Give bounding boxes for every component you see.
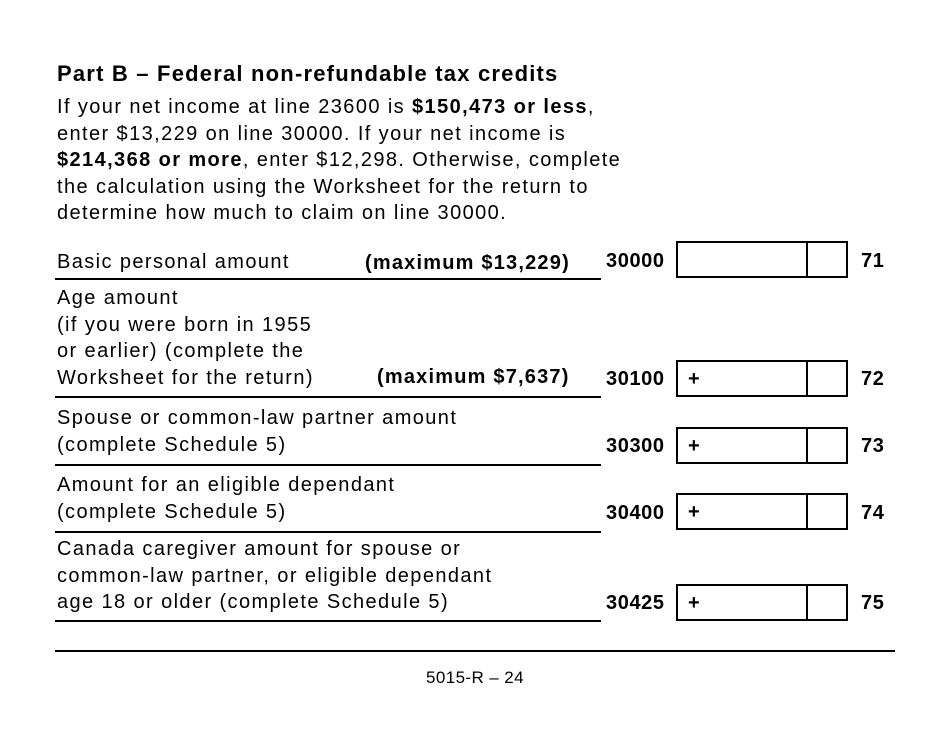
amount-field[interactable] bbox=[676, 493, 848, 530]
line-code: 30425 bbox=[606, 592, 665, 614]
row-underline bbox=[55, 396, 601, 398]
intro-line-1: If your net income at line 23600 is $150,473 or less, bbox=[57, 96, 595, 118]
line-code: 30000 bbox=[606, 250, 665, 272]
cents-divider bbox=[806, 429, 808, 462]
footer-divider bbox=[55, 650, 895, 652]
amount-field[interactable] bbox=[676, 241, 848, 278]
intro-line-5: determine how much to claim on line 30000. bbox=[57, 202, 508, 224]
line-number: 75 bbox=[861, 592, 885, 614]
maximum-note: (maximum $13,229) bbox=[365, 252, 570, 274]
section-title: Part B – Federal non-refundable tax credits bbox=[57, 61, 559, 86]
cents-divider bbox=[806, 495, 808, 528]
amount-field[interactable] bbox=[676, 360, 848, 397]
row-label: Amount for an eligible dependant (complete Schedule 5) bbox=[57, 474, 396, 523]
row-label: Basic personal amount bbox=[57, 251, 290, 273]
page-number: 5015-R – 24 bbox=[426, 668, 524, 687]
income-threshold-low: $150,473 or less bbox=[412, 96, 588, 118]
operator: + bbox=[688, 368, 700, 390]
maximum-note: (maximum $7,637) bbox=[377, 366, 570, 388]
line-code: 30400 bbox=[606, 502, 665, 524]
row-underline bbox=[55, 531, 601, 533]
intro-line-2: enter $13,229 on line 30000. If your net income is bbox=[57, 122, 567, 145]
row-label: Canada caregiver amount for spouse or common-law partner, or eligible dependant age 18 or older (complete Schedule 5) bbox=[57, 538, 493, 613]
line-number: 74 bbox=[861, 502, 885, 524]
line-code: 30100 bbox=[606, 368, 665, 390]
line-number: 71 bbox=[861, 250, 885, 272]
operator: + bbox=[688, 501, 700, 523]
line-number: 72 bbox=[861, 368, 885, 390]
intro-line-3: $214,368 or more, enter $12,298. Otherwise, complete bbox=[57, 149, 622, 171]
row-label: Spouse or common-law partner amount (complete Schedule 5) bbox=[57, 407, 458, 456]
row-underline bbox=[55, 278, 601, 280]
income-threshold-high: $214,368 or more bbox=[57, 149, 243, 171]
operator: + bbox=[688, 435, 700, 457]
row-label: Age amount (if you were born in 1955 or earlier) (complete the Worksheet for the return) bbox=[57, 287, 314, 389]
operator: + bbox=[688, 592, 700, 614]
row-underline bbox=[55, 620, 601, 622]
row-underline bbox=[55, 464, 601, 466]
cents-divider bbox=[806, 243, 808, 276]
line-code: 30300 bbox=[606, 435, 665, 457]
amount-field[interactable] bbox=[676, 427, 848, 464]
cents-divider bbox=[806, 586, 808, 619]
amount-field[interactable] bbox=[676, 584, 848, 621]
section-intro bbox=[57, 94, 621, 227]
line-number: 73 bbox=[861, 435, 885, 457]
intro-line-4: the calculation using the Worksheet for the return to bbox=[57, 175, 589, 198]
cents-divider bbox=[806, 362, 808, 395]
